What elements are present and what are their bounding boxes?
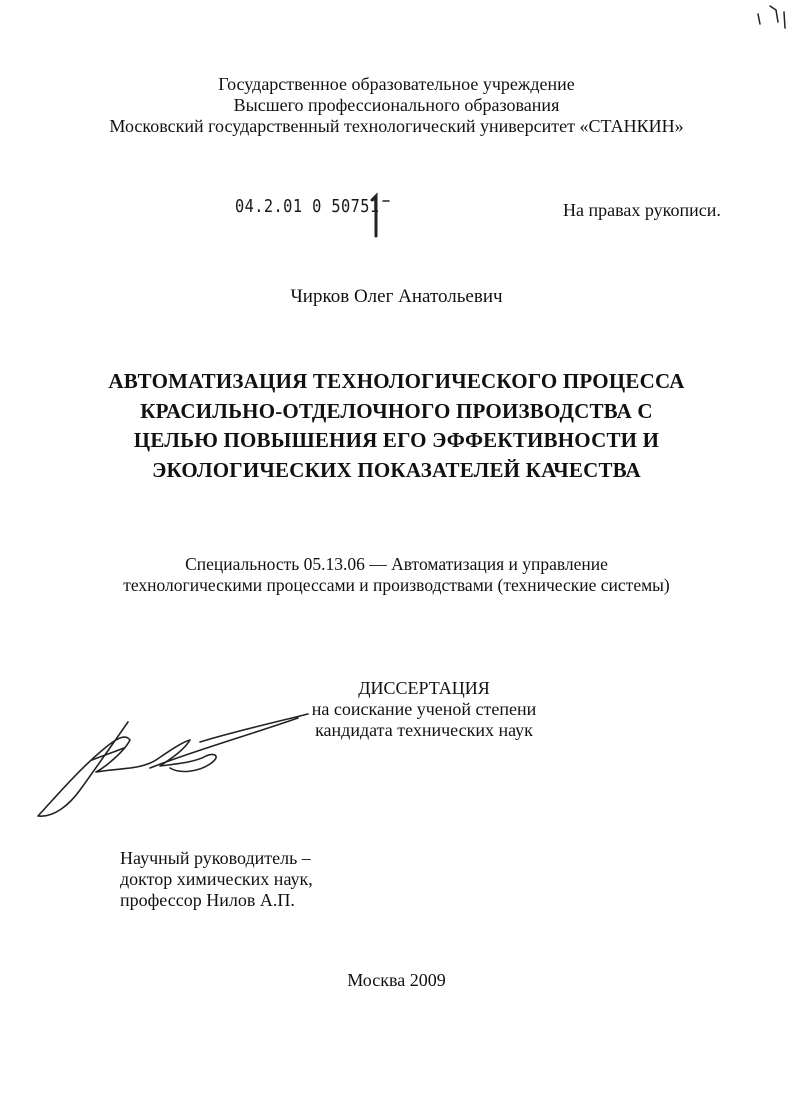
dissertation-heading: ДИССЕРТАЦИЯ [358,678,490,698]
supervisor-line-1: Научный руководитель – [120,848,311,868]
corner-pencil-marks [758,6,785,28]
rights-note: На правах рукописи. [563,200,721,220]
signature-stroke-3 [200,714,308,742]
specialty-line-2: технологическими процессами и производствами (технические системы) [123,575,670,595]
signature-stroke-4 [150,718,298,768]
corner-mark-1 [758,14,760,24]
dissertation-degree-line-2: кандидата технических наук [315,720,533,740]
institution-line-1: Государственное образовательное учреждение [218,74,575,94]
title-line-2: КРАСИЛЬНО-ОТДЕЛОЧНОГО ПРОИЗВОДСТВА С [140,398,653,423]
stamp-digit-stroke [372,196,376,236]
registration-stamp-number: 04.2.01 0 50751 [235,196,380,217]
author-name: Чирков Олег Анатольевич [290,286,503,307]
title-line-3: ЦЕЛЬЮ ПОВЫШЕНИЯ ЕГО ЭФФЕКТИВНОСТИ И [133,428,660,452]
stamp-handwritten-digit [372,196,389,236]
specialty-line-1: Специальность 05.13.06 — Автоматизация и управление [185,554,608,574]
corner-mark-3 [784,12,785,28]
title-line-4: ЭКОЛОГИЧЕСКИХ ПОКАЗАТЕЛЕЙ КАЧЕСТВА [152,457,641,482]
supervisor-line-2: доктор химических наук, [120,869,313,889]
title-line-1: АВТОМАТИЗАЦИЯ ТЕХНОЛОГИЧЕСКОГО ПРОЦЕССА [108,369,685,393]
institution-line-2: Высшего профессионального образования [233,95,560,115]
author-signature [38,714,308,816]
dissertation-degree-line-1: на соискание ученой степени [311,699,537,719]
city-year: Москва 2009 [347,970,446,990]
institution-line-3: Московский государственный технологический университет «СТАНКИН» [109,116,684,136]
signature-stroke-1 [38,722,216,816]
corner-mark-2 [770,6,778,22]
supervisor-line-3: профессор Нилов А.П. [120,890,295,910]
